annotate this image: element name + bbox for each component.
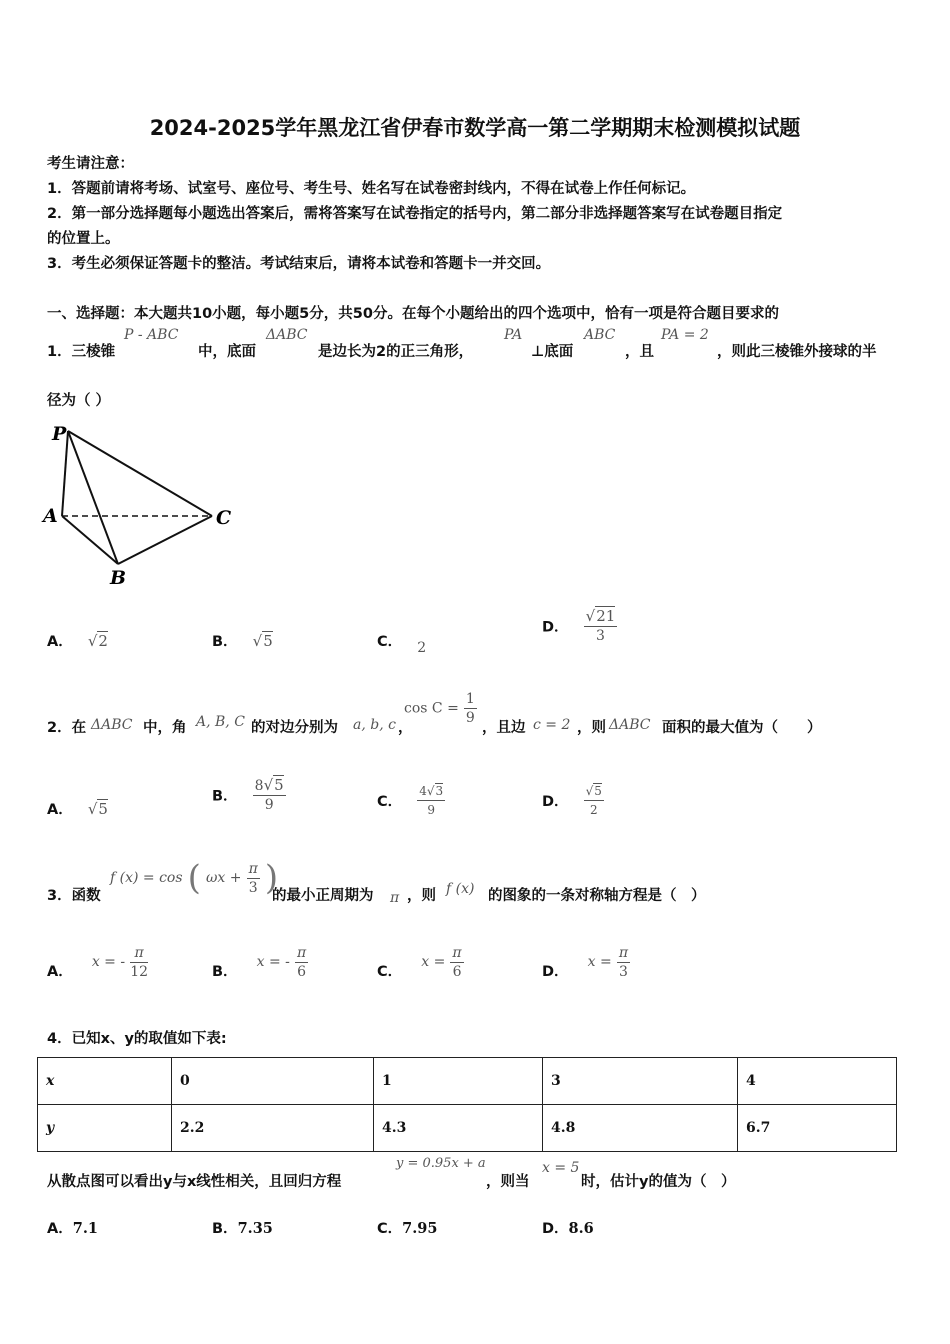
q4-option-b[interactable]: B．7.35: [212, 1220, 273, 1237]
q4-math-regression: y = 0.95x + a: [396, 1156, 486, 1171]
q1-math-abc: ABC: [584, 327, 616, 343]
q1-text-3: ⊥底面: [531, 344, 574, 360]
q1-option-c[interactable]: C． 2: [377, 634, 427, 656]
q1-option-d[interactable]: D． $\frac{√21}{3}$: [542, 607, 616, 644]
q2-math-angles: A, B, C: [196, 714, 245, 730]
edge-pc: [68, 431, 212, 516]
q4-option-d[interactable]: D．8.6: [542, 1220, 594, 1237]
notice-item-3: 3．考生必须保证答题卡的整洁。考试结束后，请将本试卷和答题卡一并交回。: [47, 256, 551, 272]
tetrahedron-figure: [40, 418, 240, 588]
notice-item-2: 2．第一部分选择题每小题选出答案后，需将答案写在试卷指定的括号内，第二部分非选择题答案写在试卷题目指定: [47, 206, 783, 222]
table-row: [38, 1058, 897, 1105]
q2-text-5: ，则: [577, 720, 606, 736]
q4-intro: 4．已知x、y的取值如下表:: [47, 1031, 227, 1047]
q3-option-d[interactable]: D． x = $\frac{\pi}{3}$: [542, 945, 629, 980]
q3-option-a[interactable]: A． x = - $\frac{\pi}{12}$: [47, 945, 149, 980]
q1-text-5: ，则此三棱锥外接球的半: [717, 344, 877, 360]
q1-math-triangle: ΔABC: [266, 327, 308, 343]
q1-number: 1．三棱锥: [47, 344, 116, 360]
label-a: A: [43, 505, 58, 527]
q1-math-pa2: PA = 2: [661, 327, 709, 343]
q1-text-1: 中，底面: [198, 344, 256, 360]
section-heading: 一、选择题：本大题共10小题，每小题5分，共50分。在每个小题给出的四个选项中，恰有一项是符合题目要求的: [47, 306, 779, 322]
notice-item-2-cont: 的位置上。: [47, 231, 120, 247]
q3-number: 3．函数: [47, 888, 101, 904]
q2-text-6: 面积的最大值为（ ）: [662, 720, 822, 736]
q4-text-3: 时，估计y的值为（ ）: [581, 1174, 736, 1190]
q4-math-x5: x = 5: [542, 1160, 580, 1176]
q3-function: f (x) = cos ( ωx + $\frac{\pi}{3}$ ): [110, 858, 279, 898]
table-cell: x: [38, 1058, 172, 1105]
q2-math-c2: c = 2: [533, 717, 571, 733]
q2-option-c[interactable]: C． $\frac{4√3}{9}$: [377, 784, 444, 817]
xy-table: [37, 1057, 897, 1152]
page-title: 2024-2025学年黑龙江省伊春市数学高一第二学期期末检测模拟试题: [149, 116, 801, 140]
label-p: P: [52, 423, 67, 445]
q1-math-pabc: P - ABC: [124, 327, 179, 343]
q2-text-4: ，且边: [482, 720, 526, 736]
q2-option-b[interactable]: B． $\frac{8√5}{9}$: [212, 776, 284, 813]
q1-option-b[interactable]: B． √5: [212, 632, 273, 650]
q2-cos-c: cos C = $\frac{1}{9}$: [404, 691, 475, 726]
q3-text-1: 的最小正周期为: [272, 888, 374, 904]
q4-text-1: 从散点图可以看出y与x线性相关，且回归方程: [47, 1174, 342, 1190]
q4-option-a[interactable]: A．7.1: [47, 1220, 98, 1237]
table-cell: y: [38, 1105, 172, 1152]
q4-option-c[interactable]: C．7.95: [377, 1220, 438, 1237]
table-cell: 4.8: [543, 1105, 738, 1152]
q1-text-2: 是边长为2的正三角形，: [318, 344, 474, 360]
label-c: C: [216, 507, 232, 529]
q3-option-b[interactable]: B． x = - $\frac{\pi}{6}$: [212, 945, 307, 980]
edge-pb: [68, 431, 118, 564]
table-cell: 4: [738, 1058, 897, 1105]
q3-text-3: 的图象的一条对称轴方程是（ ）: [488, 888, 706, 904]
label-b: B: [110, 567, 127, 588]
notice-heading: 考生请注意：: [47, 156, 134, 172]
table-cell: 4.3: [374, 1105, 543, 1152]
q1-option-a[interactable]: A． √2: [47, 632, 108, 650]
table-cell: 1: [374, 1058, 543, 1105]
q2-text-2: 的对边分别为: [251, 720, 338, 736]
table-cell: 2.2: [172, 1105, 374, 1152]
table-cell: 6.7: [738, 1105, 897, 1152]
q2-math-sides: a, b, c: [353, 717, 396, 733]
table-row: [38, 1105, 897, 1152]
q3-math-f: f (x): [446, 881, 475, 897]
q1-text-4: ，且: [625, 344, 654, 360]
q2-number: 2．在: [47, 720, 87, 736]
table-cell: 3: [543, 1058, 738, 1105]
q4-text-2: ，则当: [486, 1174, 530, 1190]
q2-math-triangle-2: ΔABC: [609, 717, 651, 733]
q2-text-3: ，: [398, 720, 413, 736]
table-cell: 0: [172, 1058, 374, 1105]
q1-text-line2: 径为（ ）: [47, 393, 111, 409]
q1-math-pa: PA: [504, 327, 523, 343]
q2-text-1: 中，角: [143, 720, 187, 736]
q2-option-a[interactable]: A． √5: [47, 800, 108, 818]
q3-math-pi: π: [390, 890, 400, 906]
q3-option-c[interactable]: C． x = $\frac{\pi}{6}$: [377, 945, 462, 980]
edge-bc: [118, 516, 212, 564]
q3-text-2: ，则: [407, 888, 436, 904]
notice-item-1: 1．答题前请将考场、试室号、座位号、考生号、姓名写在试卷密封线内，不得在试卷上作任何标记。: [47, 181, 696, 197]
q2-option-d[interactable]: D． $\frac{√5}{2}$: [542, 784, 602, 817]
q2-math-triangle: ΔABC: [91, 717, 133, 733]
